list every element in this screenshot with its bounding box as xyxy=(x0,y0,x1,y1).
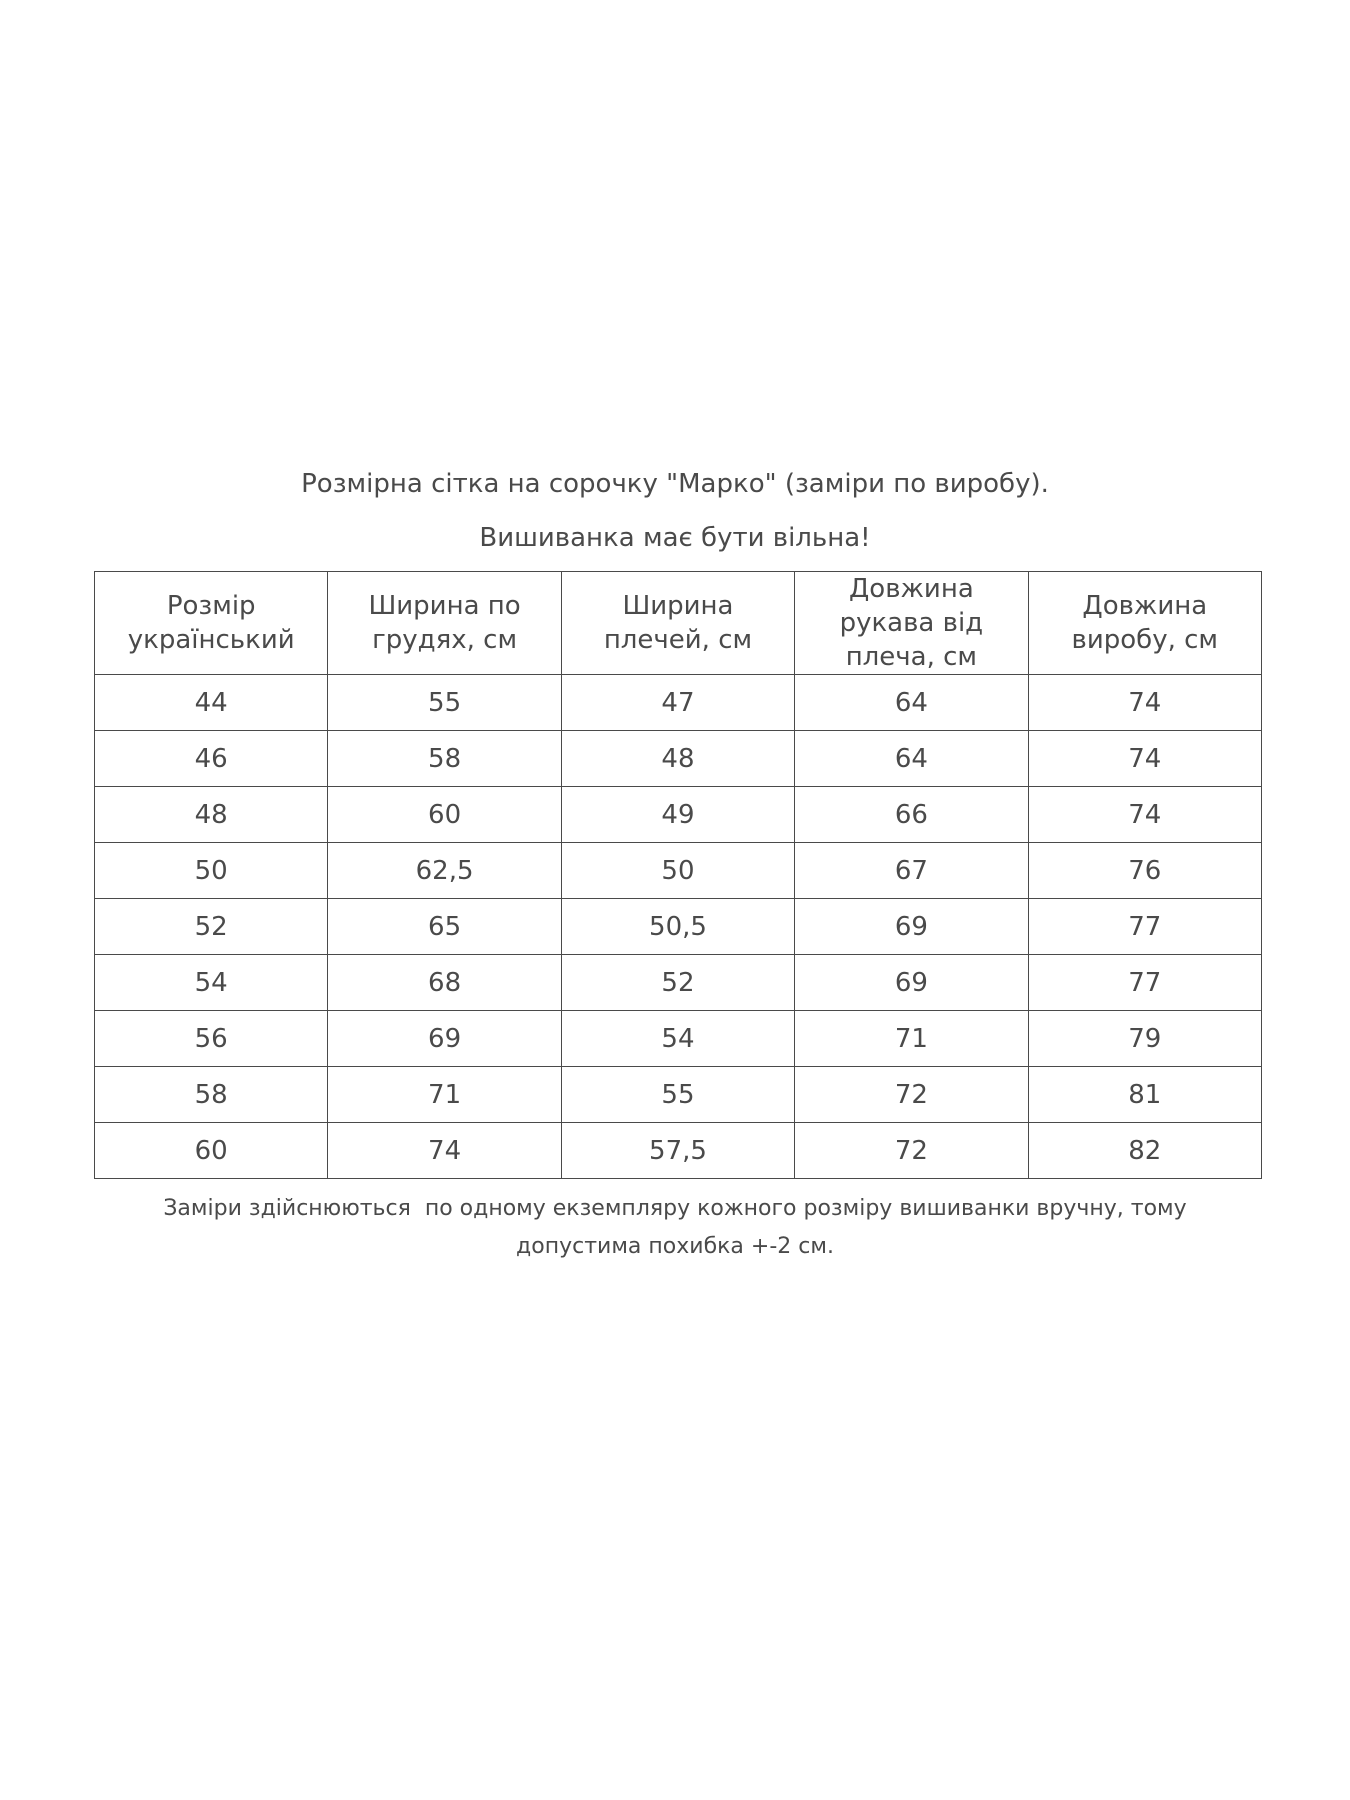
cell-size: 48 xyxy=(95,787,328,843)
header-garment-length: Довжина виробу, см xyxy=(1028,572,1261,675)
header-chest-width: Ширина по грудях, см xyxy=(328,572,561,675)
table-row xyxy=(95,1123,1262,1179)
cell-garment-length: 74 xyxy=(1028,675,1261,731)
cell-size: 44 xyxy=(95,675,328,731)
cell-size: 50 xyxy=(95,843,328,899)
cell-chest-width: 58 xyxy=(328,731,561,787)
table-row xyxy=(95,787,1262,843)
table-row xyxy=(95,1067,1262,1123)
cell-garment-length: 81 xyxy=(1028,1067,1261,1123)
cell-sleeve-length: 72 xyxy=(795,1067,1028,1123)
cell-garment-length: 77 xyxy=(1028,955,1261,1011)
cell-sleeve-length: 64 xyxy=(795,675,1028,731)
cell-sleeve-length: 69 xyxy=(795,899,1028,955)
cell-size: 46 xyxy=(95,731,328,787)
cell-shoulder-width: 47 xyxy=(561,675,794,731)
table-row xyxy=(95,843,1262,899)
cell-chest-width: 55 xyxy=(328,675,561,731)
cell-garment-length: 74 xyxy=(1028,731,1261,787)
cell-chest-width: 74 xyxy=(328,1123,561,1179)
cell-chest-width: 65 xyxy=(328,899,561,955)
cell-size: 60 xyxy=(95,1123,328,1179)
cell-sleeve-length: 66 xyxy=(795,787,1028,843)
cell-sleeve-length: 71 xyxy=(795,1011,1028,1067)
cell-garment-length: 77 xyxy=(1028,899,1261,955)
cell-size: 52 xyxy=(95,899,328,955)
cell-size: 56 xyxy=(95,1011,328,1067)
cell-sleeve-length: 69 xyxy=(795,955,1028,1011)
cell-shoulder-width: 57,5 xyxy=(561,1123,794,1179)
table-row xyxy=(95,955,1262,1011)
cell-sleeve-length: 72 xyxy=(795,1123,1028,1179)
header-size: Розмір український xyxy=(95,572,328,675)
header-shoulder-width: Ширина плечей, см xyxy=(561,572,794,675)
size-chart-subtitle: Вишиванка має бути вільна! xyxy=(479,523,871,553)
table-row xyxy=(95,731,1262,787)
cell-chest-width: 71 xyxy=(328,1067,561,1123)
cell-garment-length: 82 xyxy=(1028,1123,1261,1179)
cell-shoulder-width: 52 xyxy=(561,955,794,1011)
cell-shoulder-width: 55 xyxy=(561,1067,794,1123)
cell-shoulder-width: 50,5 xyxy=(561,899,794,955)
cell-chest-width: 68 xyxy=(328,955,561,1011)
header-row xyxy=(95,572,1262,675)
cell-garment-length: 76 xyxy=(1028,843,1261,899)
cell-chest-width: 69 xyxy=(328,1011,561,1067)
header-sleeve-length: Довжина рукава від плеча, см xyxy=(795,572,1028,675)
measurement-note: Заміри здійснюються по одному екземпляру кожного розміру вишиванки вручну, тому допустима похибка +-2 см. xyxy=(163,1196,1194,1259)
size-table-header xyxy=(95,572,1262,675)
cell-garment-length: 79 xyxy=(1028,1011,1261,1067)
table-row xyxy=(95,675,1262,731)
cell-chest-width: 62,5 xyxy=(328,843,561,899)
cell-sleeve-length: 67 xyxy=(795,843,1028,899)
cell-sleeve-length: 64 xyxy=(795,731,1028,787)
size-table-body xyxy=(95,675,1262,1179)
cell-shoulder-width: 54 xyxy=(561,1011,794,1067)
cell-shoulder-width: 50 xyxy=(561,843,794,899)
size-table xyxy=(94,571,1262,1179)
cell-size: 58 xyxy=(95,1067,328,1123)
table-row xyxy=(95,1011,1262,1067)
size-chart-title: Розмірна сітка на сорочку "Марко" (заміри по виробу). xyxy=(301,469,1049,499)
cell-shoulder-width: 49 xyxy=(561,787,794,843)
table-row xyxy=(95,899,1262,955)
cell-shoulder-width: 48 xyxy=(561,731,794,787)
cell-size: 54 xyxy=(95,955,328,1011)
cell-chest-width: 60 xyxy=(328,787,561,843)
cell-garment-length: 74 xyxy=(1028,787,1261,843)
